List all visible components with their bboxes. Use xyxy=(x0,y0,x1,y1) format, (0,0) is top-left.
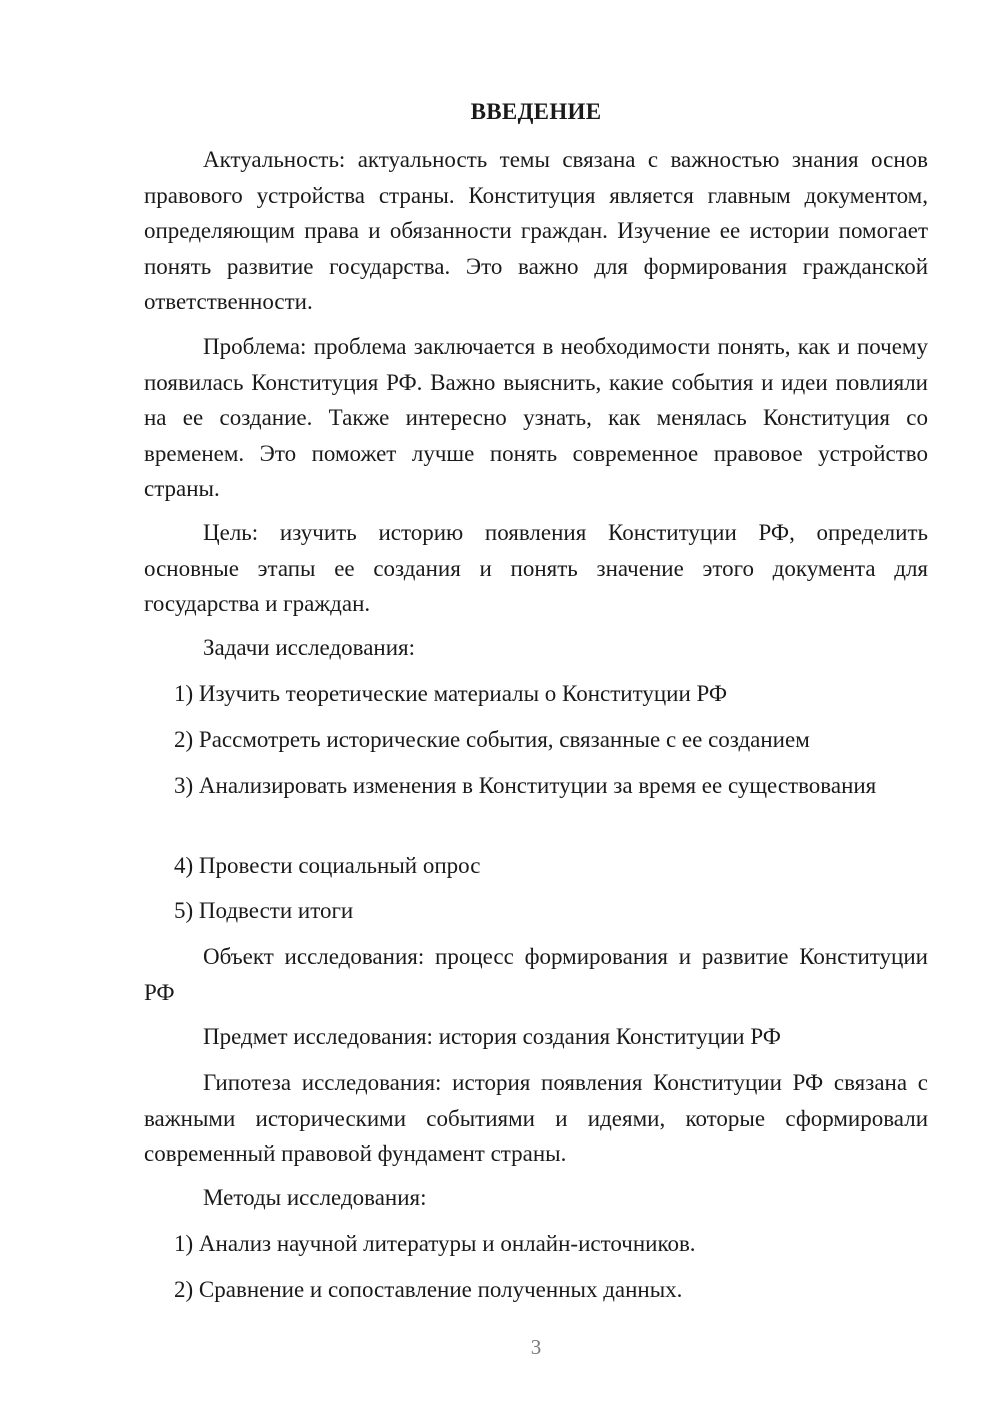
task-item: 1) Изучить теоретические материалы о Конституции РФ xyxy=(174,681,728,706)
goal-paragraph: Цель: изучить историю появления Конституции РФ, определить основные этапы ее создания и понять значение этого документа для государства и граждан. xyxy=(144,520,928,616)
task-item: 2) Рассмотреть исторические события, связанные с ее созданием xyxy=(174,727,810,752)
tasks-heading: Задачи исследования: xyxy=(203,635,416,660)
methods-heading: Методы исследования: xyxy=(203,1185,427,1210)
page-number: 3 xyxy=(530,1335,542,1359)
object-paragraph: Объект исследования: процесс формирования и развитие Конституции РФ xyxy=(144,944,928,1005)
task-item: 4) Провести социальный опрос xyxy=(174,853,481,878)
problem-paragraph: Проблема: проблема заключается в необходимости понять, как и почему появилась Конституция РФ. Важно выяснить, какие события и идеи повлияли на ее создание. Также интересно узнать, как менялась Конституция со временем. Это поможет лучше понять современное правовое устройство страны. xyxy=(144,334,928,501)
document-page xyxy=(144,0,928,1414)
method-item: 1) Анализ научной литературы и онлайн-источников. xyxy=(174,1231,696,1256)
task-item: 5) Подвести итоги xyxy=(174,898,354,923)
subject-paragraph: Предмет исследования: история создания Конституции РФ xyxy=(203,1024,781,1049)
task-item: 3) Анализировать изменения в Конституции за время ее существования xyxy=(174,773,877,798)
relevance-paragraph: Актуальность: актуальность темы связана с важностью знания основ правового устройства страны. Конституция является главным документом, определяющим права и обязанности граждан. Изучение ее истории помогает понять развитие государства. Это важно для формирования гражданской ответственности. xyxy=(144,147,928,314)
section-title: ВВЕДЕНИЕ xyxy=(470,99,602,124)
hypothesis-paragraph: Гипотеза исследования: история появления Конституции РФ связана с важными историческими событиями и идеями, которые сформировали современный правовой фундамент страны. xyxy=(144,1070,928,1166)
method-item: 2) Сравнение и сопоставление полученных данных. xyxy=(174,1277,683,1302)
